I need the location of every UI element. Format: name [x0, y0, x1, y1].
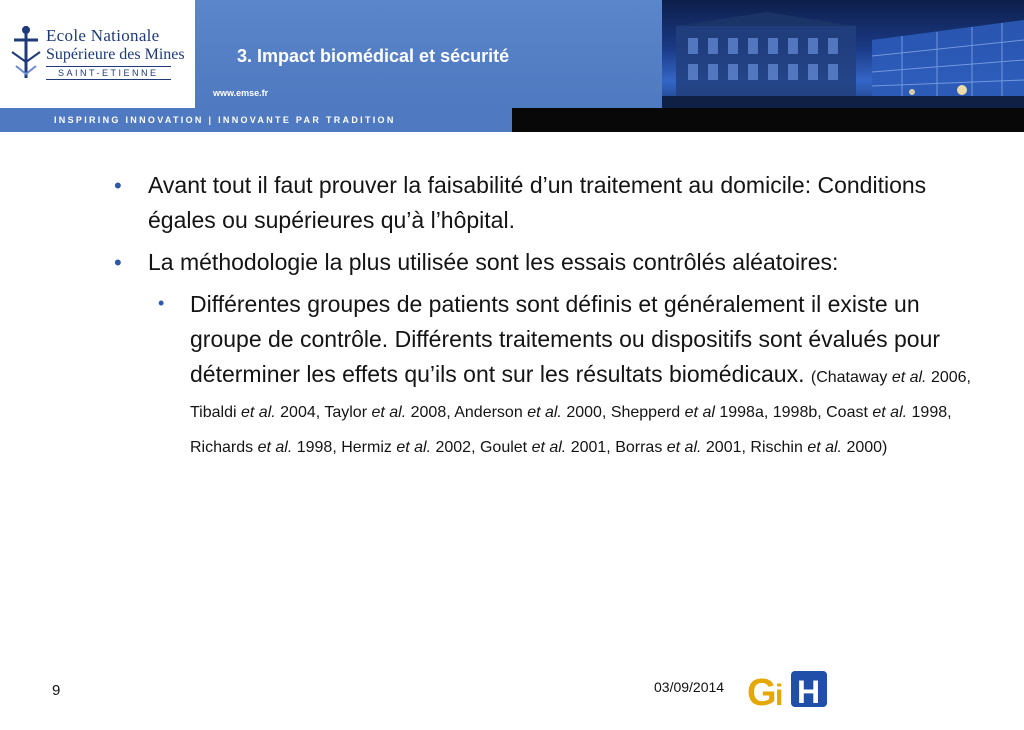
reference-author: Taylor	[324, 404, 368, 421]
bullet-dot-icon: •	[114, 250, 122, 275]
reference-year: 2008,	[410, 404, 455, 421]
reference-item	[454, 404, 611, 421]
reference-author: Anderson	[454, 404, 523, 421]
reference-item	[190, 439, 341, 456]
reference-author: Goulet	[479, 439, 528, 456]
school-logo	[0, 0, 195, 108]
reference-item	[826, 404, 951, 421]
site-url: www.emse.fr	[213, 88, 269, 98]
emblem-icon	[8, 22, 44, 82]
reference-year: 2004,	[280, 404, 325, 421]
bullet-dot-icon: •	[158, 293, 165, 313]
tagline: INSPIRING INNOVATION | INNOVANTE PAR TRADITION	[54, 115, 396, 125]
page-number: 9	[52, 682, 61, 699]
bullet-1-text: Avant tout il faut prouver la faisabilité d’un traitement au domicile: Conditions égales ou supérieures qu’à l’hôpital.	[148, 172, 927, 233]
logo-name-line1: Ecole Nationale	[46, 26, 160, 45]
logo-city: SAINT-ETIENNE	[46, 66, 171, 80]
reference-year: 1998a, 1998b,	[719, 404, 827, 421]
tagline-strip	[0, 108, 512, 132]
reference-etal: et al.	[396, 439, 432, 456]
building-illustration	[662, 0, 1024, 108]
reference-year: 2002,	[435, 439, 480, 456]
reference-etal: et al.	[872, 404, 908, 421]
logo-name-line2: Supérieure des Mines	[46, 46, 185, 63]
gih-logo-g: G	[747, 672, 777, 711]
gih-logo	[745, 667, 829, 711]
reference-author: Coast	[826, 404, 868, 421]
reference-year: 1998,	[911, 404, 952, 421]
reference-etal: et al.	[241, 404, 276, 421]
reference-etal: et al.	[807, 439, 842, 456]
reference-year: 2001,	[570, 439, 616, 456]
reference-item	[190, 404, 324, 421]
footer-date: 03/09/2014	[654, 679, 725, 695]
reference-year: 2001,	[705, 439, 751, 456]
bullet-2	[112, 245, 992, 280]
reference-etal: et al	[684, 404, 715, 421]
reference-item	[480, 439, 615, 456]
reference-item	[615, 439, 750, 456]
building-photo	[662, 0, 1024, 108]
bullet-dot-icon: •	[114, 173, 122, 198]
bullet-1	[112, 168, 992, 238]
sub-bullet-text: Différentes groupes de patients sont définis et généralement il existe un groupe de contrôle. Différents traitements ou dispositifs sont évalués pour déterminer les effets qu’ils ont sur les résultats biomédicaux.	[190, 291, 941, 387]
reference-author: Tibaldi	[190, 404, 237, 421]
reference-year: 1998,	[296, 439, 342, 456]
gih-logo-h: H	[797, 674, 821, 710]
reference-author: Shepperd	[610, 404, 681, 421]
reference-etal: et al.	[257, 439, 293, 456]
title-band	[195, 0, 662, 108]
reference-etal: et al.	[371, 404, 407, 421]
gih-logo-i: i	[775, 679, 784, 711]
reference-etal: et al.	[531, 439, 567, 456]
sub-bullet-1	[154, 287, 992, 462]
reference-item	[811, 369, 971, 386]
slide-title: 3. Impact biomédical et sécurité	[237, 46, 510, 66]
reference-year: 2000)	[846, 439, 888, 456]
dark-strip	[512, 108, 1024, 132]
reference-author: Borras	[615, 439, 663, 456]
reference-year: 2006,	[930, 369, 971, 386]
reference-year: 2000,	[566, 404, 611, 421]
bullet-2-text: La méthodologie la plus utilisée sont les essais contrôlés aléatoires:	[148, 249, 839, 275]
reference-etal: et al.	[527, 404, 562, 421]
reference-item	[324, 404, 454, 421]
reference-author: Rischin	[750, 439, 803, 456]
reference-item	[750, 439, 887, 456]
reference-author: Hermiz	[341, 439, 392, 456]
reference-author: (Chataway	[810, 369, 888, 386]
reference-author: Richards	[190, 439, 254, 456]
slide-content	[112, 168, 992, 462]
reference-item	[611, 404, 826, 421]
reference-etal: et al.	[666, 439, 702, 456]
reference-etal: et al.	[891, 369, 927, 386]
reference-item	[341, 439, 480, 456]
